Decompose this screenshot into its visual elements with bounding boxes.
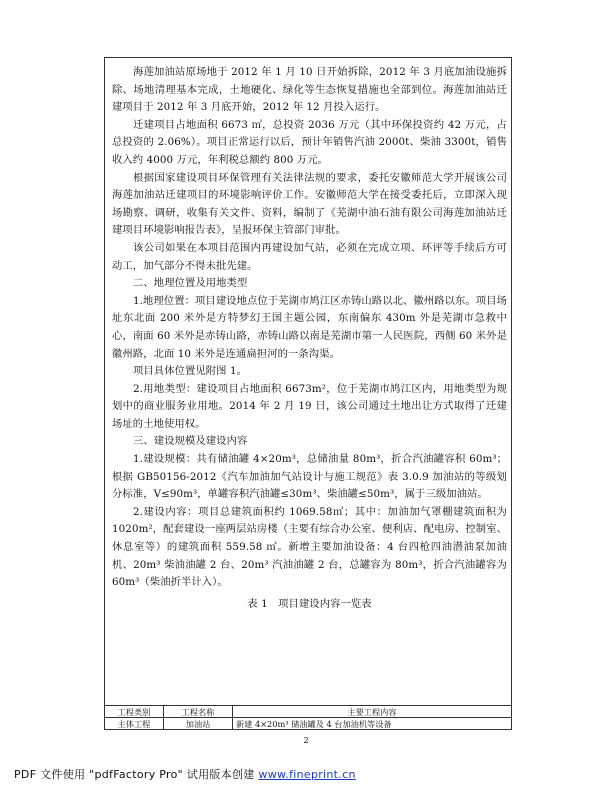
pdf-footer xyxy=(14,766,356,782)
document-body xyxy=(112,64,507,611)
paragraph: 该公司如果在本项目范围内再建设加气站，必须在完成立项、环评等手续后方可动工，加气部分不得未批先建。 xyxy=(112,241,507,272)
project-content-table xyxy=(104,705,512,730)
table-cell: 主体工程 xyxy=(105,718,164,730)
section-heading: 三、建设规模及建设内容 xyxy=(133,435,248,448)
paragraph: 根据国家建设项目环保管理有关法律法规的要求，委托安徽师范大学开展该公司海莲加油站迁建项目的环境影响评价工作。安徽师范大学在接受委托后，立即深入现场勘察、调研，收集有关文件、资料，编制了《芜湖中油石油有限公司海莲加油站迁建项目环境影响报告表》，呈报环保主管部门审批。 xyxy=(112,171,507,237)
table-header-cell: 主要工程内容 xyxy=(233,706,512,718)
section-heading: 二、地理位置及用地类型 xyxy=(133,277,248,290)
table-header-row xyxy=(105,706,512,718)
table-caption: 表 1 项目建设内容一览表 xyxy=(247,597,372,610)
paragraph: 迁建项目占地面积 6673 ㎡，总投资 2036 万元（其中环保投资约 42 万元，占总投资的 2.06%）。项目正常运行以后，预计年销售汽油 2000t、柴油 3300t，销售收入约 4000 万元，年利税总额约 800 万元。 xyxy=(112,118,507,166)
paragraph: 1.建设规模：共有储油罐 4×20m³，总储油量 80m³，折合汽油罐容积 60m³；根据 GB50156-2012《汽车加油加气站设计与施工规范》表 3.0.9 加油站的等级划分标准，V≤90m³，单罐容积汽油罐≤30m³、柴油罐≤50m³，属于三级加油站。 xyxy=(112,453,507,501)
paragraph: 2.用地类型：建设项目占地面积 6673m²，位于芜湖市鸠江区内，用地类型为规划中的商业服务业用地。2014 年 2 月 19 日，该公司通过土地出让方式取得了迁建场址的土地使用权。 xyxy=(112,382,507,430)
footer-text: PDF 文件使用 "pdfFactory Pro" 试用版本创建 xyxy=(14,768,255,781)
table-cell: 新建 4×20m³ 储油罐及 4 台加油机等设备 xyxy=(233,718,512,730)
table-row xyxy=(105,718,512,730)
paragraph: 1.地理位置：项目建设地点位于芜湖市鸠江区赤铸山路以北、徽州路以东。项目场址东北面 200 米外是方特梦幻王国主题公园，东南偏东 430m 外是芜湖市急救中心，南面 60 米外是赤铸山路，赤铸山路以南是芜湖市第一人民医院，西侧 60 米外是徽州路，北面 10 米外是连通扁担河的一条沟渠。 xyxy=(112,294,507,360)
page-number: 2 xyxy=(303,736,309,745)
table-header-cell: 工程类别 xyxy=(105,706,164,718)
footer-link[interactable]: www.fineprint.cn xyxy=(258,768,356,781)
paragraph: 2.建设内容：项目总建筑面积约 1069.58㎡；其中：加油加气罩棚建筑面积为 1020m²，配套建设一座两层站房楼（主要有综合办公室、便利店、配电房、控制室、休息室等）的建筑面积 559.58 ㎡。新增主要加油设备：4 台四枪四油潜油泵加油机、20m³ 柴油油罐 2 台、20m³ 汽油油罐 2 台，总罐容为 80m³，折合汽油罐容为 60m³（柴油折半计入）。 xyxy=(112,505,507,589)
paragraph: 项目具体位置见附图 1。 xyxy=(133,365,247,378)
table-cell: 加油站 xyxy=(164,718,233,730)
paragraph: 海莲加油站原场地于 2012 年 1 月 10 日开始拆除，2012 年 3 月底加油设施拆除、场地清理基本完成，土地硬化、绿化等生态恢复措施也全部到位。海莲加油站迁建项目于 2012 年 3 月底开始，2012 年 12 月投入运行。 xyxy=(112,66,507,114)
table-header-cell: 工程名称 xyxy=(164,706,233,718)
